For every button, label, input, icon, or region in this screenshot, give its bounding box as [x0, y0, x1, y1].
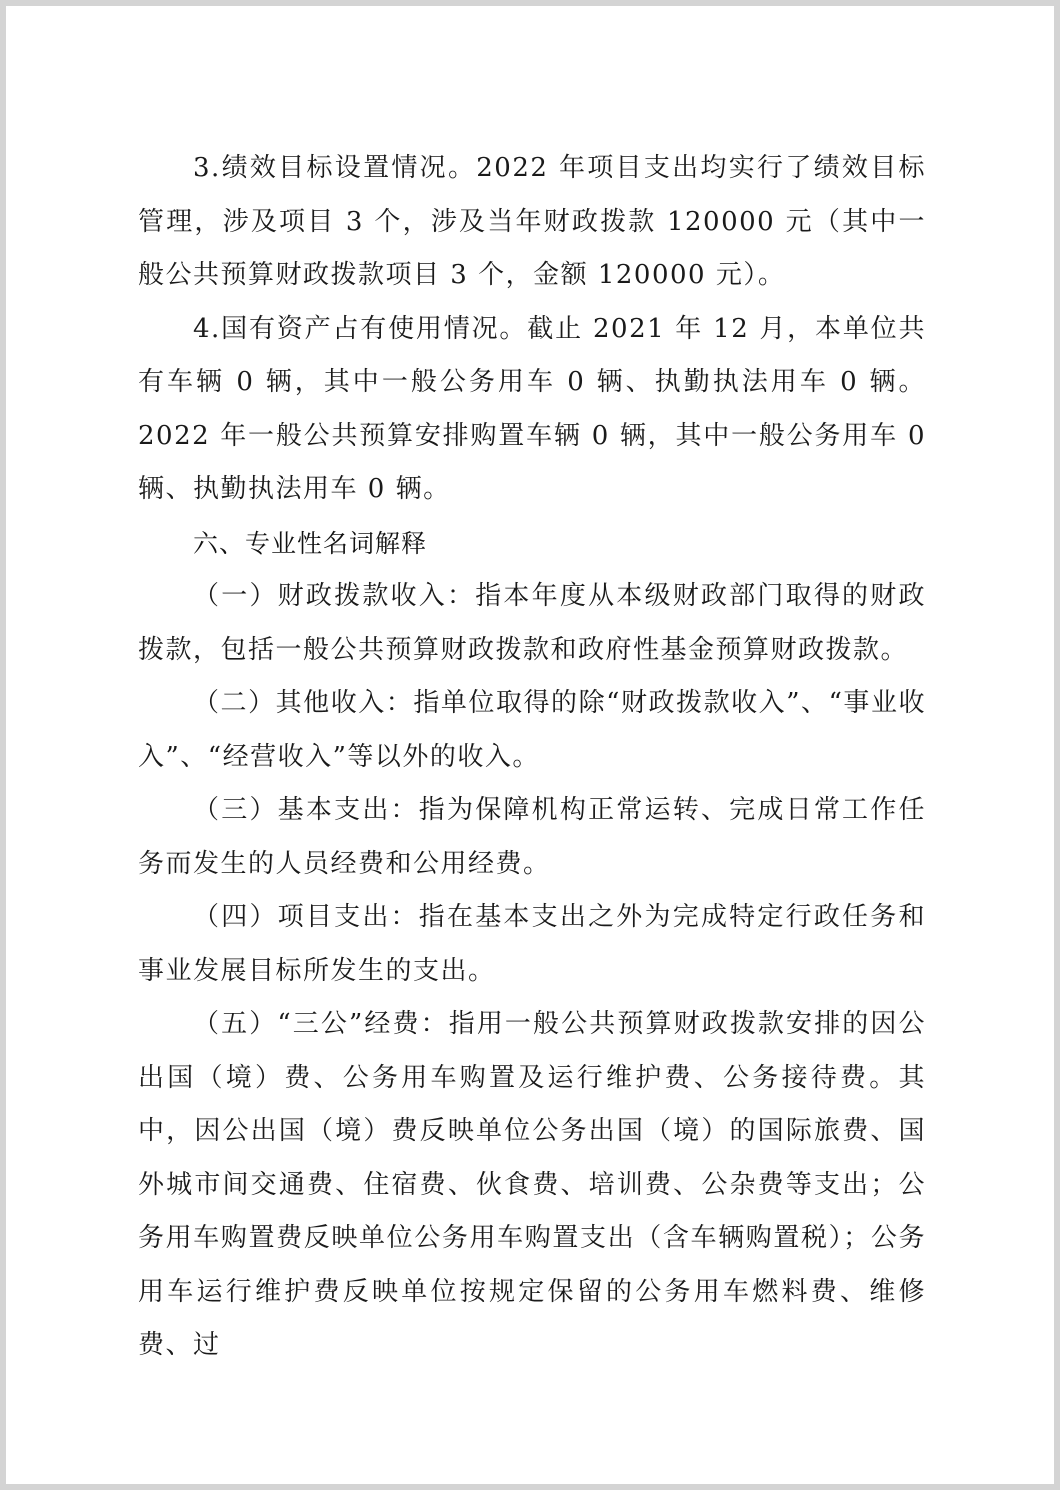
paragraph-state-assets: 4.国有资产占有使用情况。截止 2021 年 12 月，本单位共有车辆 0 辆，其中一般公务用车 0 辆、执勤执法用车 0 辆。2022 年一般公共预算安排购置车辆 0 辆，其中一般公务用车 0 辆、执勤执法用车 0 辆。 [138, 313, 926, 504]
paragraph-term-project-expenditure: （四）项目支出：指在基本支出之外为完成特定行政任务和事业发展目标所发生的支出。 [138, 902, 926, 986]
paragraph-term-other-income: （二）其他收入：指单位取得的除“财政拨款收入”、“事业收入”、“经营收入”等以外的收入。 [138, 688, 926, 772]
document-body [138, 142, 926, 1373]
paragraph-performance-targets: 3.绩效目标设置情况。2022 年项目支出均实行了绩效目标管理，涉及项目 3 个，涉及当年财政拨款 120000 元（其中一般公共预算财政拨款项目 3 个，金额 120000 元）。 [138, 153, 926, 290]
paragraph-term-three-public-expenses: （五）“三公”经费：指用一般公共预算财政拨款安排的因公出国（境）费、公务用车购置及运行维护费、公务接待费。其中，因公出国（境）费反映单位公务出国（境）的国际旅费、国外城市间交通费、住宿费、伙食费、培训费、公杂费等支出；公务用车购置费反映单位公务用车购置支出（含车辆购置税）；公务用车运行维护费反映单位按规定保留的公务用车燃料费、维修费、过 [138, 1009, 926, 1360]
document-page [6, 6, 1054, 1484]
paragraph-term-fiscal-income: （一）财政拨款收入：指本年度从本级财政部门取得的财政拨款，包括一般公共预算财政拨款和政府性基金预算财政拨款。 [138, 581, 926, 665]
section-heading: 六、专业性名词解释 [193, 528, 428, 558]
paragraph-term-basic-expenditure: （三）基本支出：指为保障机构正常运转、完成日常工作任务而发生的人员经费和公用经费。 [138, 795, 926, 879]
